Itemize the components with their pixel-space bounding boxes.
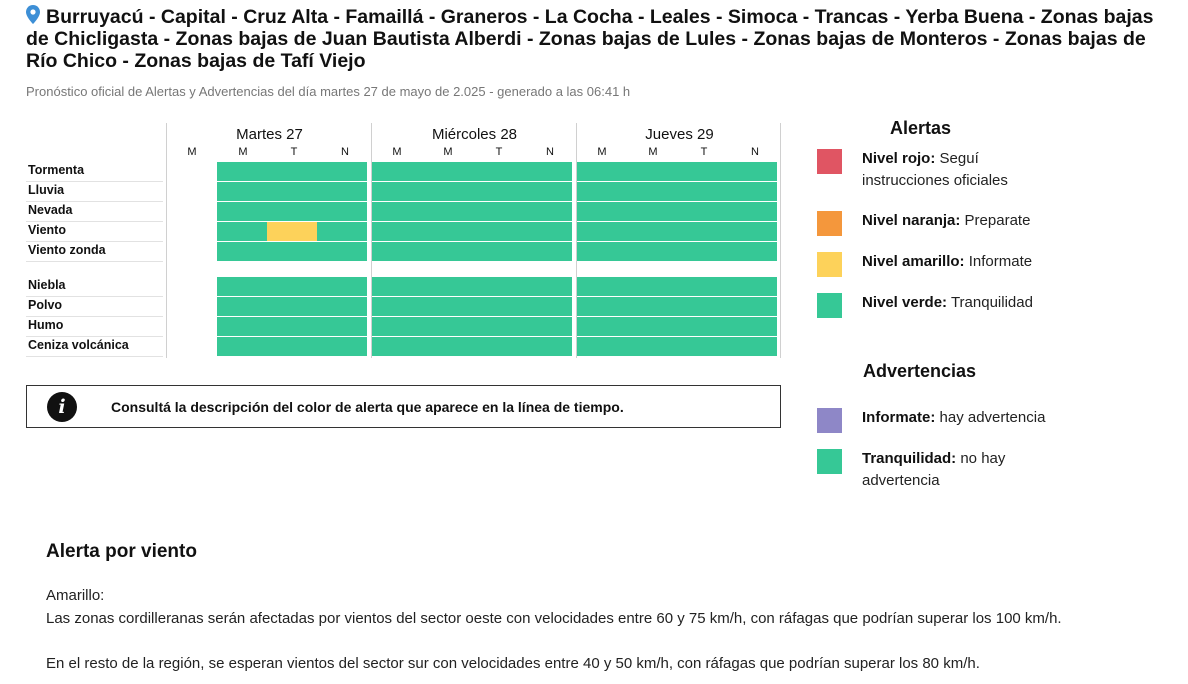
timeline-cell xyxy=(217,277,267,296)
timeline-cell xyxy=(317,337,367,356)
legend-swatch-red xyxy=(817,149,842,174)
row-label: Lluvia xyxy=(28,183,65,197)
legend-desc-red: Seguí instrucciones oficiales xyxy=(862,150,1008,189)
legend-desc-yellow: Informate xyxy=(968,253,1033,270)
alert-detail-paragraph-1: Las zonas cordilleranas serán afectadas por vientos del sector oeste con velocidades entre 60 y 75 km/h, con ráfagas que podrían superar los 100 km/h. xyxy=(46,610,1062,627)
timeline-cell xyxy=(577,202,627,221)
warnings-legend-heading: Advertencias xyxy=(863,361,977,381)
day-label: Martes 27 xyxy=(236,126,303,143)
timeline-cell xyxy=(217,182,267,201)
paragraph-spacer xyxy=(46,630,1156,652)
slot-label: T xyxy=(290,146,298,158)
timeline-cell xyxy=(472,202,522,221)
timeline-cell xyxy=(627,242,677,261)
timeline-cell xyxy=(422,162,472,181)
slot-label: T xyxy=(495,146,503,158)
legend-item-warning-info xyxy=(862,407,1082,429)
timeline-cell xyxy=(422,277,472,296)
timeline-cell xyxy=(727,317,777,336)
legend-desc-orange: Preparate xyxy=(964,212,1031,229)
row-separator-line xyxy=(26,296,163,297)
timeline-cell xyxy=(627,297,677,316)
timeline-cell xyxy=(727,222,777,241)
slot-label: T xyxy=(700,146,708,158)
info-icon: i xyxy=(47,392,77,422)
day-divider-line xyxy=(780,123,781,358)
timeline-cell xyxy=(317,222,367,241)
timeline-cell xyxy=(577,337,627,356)
timeline-cell xyxy=(422,182,472,201)
timeline-cell xyxy=(677,222,727,241)
legend-level-green: Nivel verde: xyxy=(862,294,948,311)
legend-item-warning-calm xyxy=(862,448,1052,492)
timeline-cell xyxy=(472,297,522,316)
slot-label: M xyxy=(392,146,402,158)
timeline-cell xyxy=(317,182,367,201)
legend-desc-warning-info: hay advertencia xyxy=(939,409,1046,426)
timeline-cell xyxy=(217,317,267,336)
timeline-cell xyxy=(372,297,422,316)
timeline-cell xyxy=(472,337,522,356)
row-separator-line xyxy=(26,316,163,317)
legend-swatch-green xyxy=(817,293,842,318)
legend-level-warning-info: Informate: xyxy=(862,409,936,426)
timeline-cell xyxy=(677,202,727,221)
row-label: Humo xyxy=(28,318,64,332)
timeline-cell xyxy=(727,337,777,356)
timeline-cell xyxy=(522,337,572,356)
timeline-cell xyxy=(317,242,367,261)
row-separator-line xyxy=(26,221,163,222)
timeline-cell xyxy=(422,317,472,336)
location-pin-icon xyxy=(26,5,40,24)
page-title-text: Burruyacú - Capital - Cruz Alta - Famaillá - Graneros - La Cocha - Leales - Simoca - Trancas - Yerba Buena - Zonas bajas de Chicligasta - Zonas bajas de Juan Bautista Alberdi - Zonas bajas de Lules - Zonas bajas de Monteros - Zonas bajas de Río Chico - Zonas bajas de Tafí Viejo xyxy=(26,6,1154,72)
legend-level-orange: Nivel naranja: xyxy=(862,212,961,229)
timeline-cell xyxy=(727,182,777,201)
timeline-cell xyxy=(217,222,267,241)
timeline-cell xyxy=(627,277,677,296)
timeline-cell xyxy=(422,202,472,221)
timeline-cell xyxy=(267,337,317,356)
legend-item-red xyxy=(862,148,1062,192)
timeline-cell xyxy=(577,182,627,201)
legend-item-orange xyxy=(862,210,1082,232)
timeline-cell xyxy=(627,317,677,336)
legend-swatch-yellow xyxy=(817,252,842,277)
timeline-cell xyxy=(372,162,422,181)
timeline-cell xyxy=(627,337,677,356)
timeline-cell xyxy=(217,162,267,181)
forecast-subtitle: Pronóstico oficial de Alertas y Advertencias del día martes 27 de mayo de 2.025 - generado a las 06:41 h xyxy=(26,84,631,99)
timeline-cell xyxy=(372,277,422,296)
timeline-cell xyxy=(317,202,367,221)
alert-detail xyxy=(46,541,1156,675)
timeline-cell xyxy=(422,222,472,241)
row-separator-line xyxy=(26,201,163,202)
timeline-cell xyxy=(677,242,727,261)
info-notice xyxy=(26,385,781,428)
legend-desc-warning-calm: no hay advertencia xyxy=(862,450,1006,489)
timeline-cell xyxy=(627,182,677,201)
timeline-cell xyxy=(217,242,267,261)
timeline-cell xyxy=(577,242,627,261)
timeline-cell xyxy=(372,202,422,221)
timeline-cell xyxy=(522,162,572,181)
row-label: Ceniza volcánica xyxy=(28,338,129,352)
timeline-cell xyxy=(422,242,472,261)
timeline-cell xyxy=(577,317,627,336)
timeline-cell xyxy=(727,162,777,181)
timeline-cell xyxy=(372,317,422,336)
info-notice-text: Consultá la descripción del color de alerta que aparece en la línea de tiempo. xyxy=(111,398,624,415)
legend-level-red: Nivel rojo: xyxy=(862,150,936,167)
row-label: Tormenta xyxy=(28,163,85,177)
alert-detail-level: Amarillo: xyxy=(46,587,105,604)
timeline-cell xyxy=(727,277,777,296)
slot-label: M xyxy=(187,146,197,158)
timeline-cell xyxy=(627,162,677,181)
timeline-cell xyxy=(522,317,572,336)
timeline-cell xyxy=(267,277,317,296)
timeline-cell xyxy=(217,202,267,221)
timeline-cell xyxy=(472,182,522,201)
timeline-cell xyxy=(372,222,422,241)
timeline-cell xyxy=(372,337,422,356)
slot-label: N xyxy=(341,146,349,158)
day-divider-line xyxy=(166,123,167,358)
timeline-cell xyxy=(577,297,627,316)
timeline-cell xyxy=(267,242,317,261)
timeline-cell xyxy=(422,297,472,316)
timeline-cell xyxy=(317,297,367,316)
timeline-cell xyxy=(727,202,777,221)
row-separator-line xyxy=(26,336,163,337)
timeline-cell xyxy=(522,242,572,261)
timeline-cell xyxy=(267,162,317,181)
alerts-legend-heading: Alertas xyxy=(890,118,952,138)
row-separator-line xyxy=(26,181,163,182)
alert-timeline-grid xyxy=(26,123,781,358)
legend-desc-green: Tranquilidad xyxy=(950,294,1033,311)
legend-level-yellow: Nivel amarillo: xyxy=(862,253,965,270)
timeline-cell xyxy=(267,317,317,336)
day-label: Miércoles 28 xyxy=(431,126,518,143)
day-label: Jueves 29 xyxy=(645,126,714,143)
row-separator-line xyxy=(26,241,163,242)
legend-swatch-orange xyxy=(817,211,842,236)
timeline-cell xyxy=(472,277,522,296)
timeline-cell xyxy=(372,182,422,201)
row-separator-line xyxy=(26,356,163,357)
row-separator-line xyxy=(26,261,163,262)
page-title xyxy=(26,5,1156,72)
legend-swatch-warning-green xyxy=(817,449,842,474)
row-label: Polvo xyxy=(28,298,63,312)
slot-label: M xyxy=(597,146,607,158)
row-label: Niebla xyxy=(28,278,66,292)
timeline-cell xyxy=(727,297,777,316)
timeline-cell xyxy=(677,337,727,356)
row-label: Viento xyxy=(28,223,66,237)
row-label: Viento zonda xyxy=(28,243,106,257)
timeline-cell xyxy=(472,222,522,241)
timeline-cell xyxy=(577,162,627,181)
timeline-cell xyxy=(522,277,572,296)
slot-label: M xyxy=(648,146,658,158)
timeline-cell xyxy=(522,297,572,316)
row-label: Nevada xyxy=(28,203,73,217)
timeline-cell xyxy=(317,317,367,336)
slot-label: N xyxy=(546,146,554,158)
timeline-cell xyxy=(267,202,317,221)
timeline-cell xyxy=(422,337,472,356)
timeline-cell xyxy=(627,222,677,241)
timeline-cell xyxy=(267,222,317,241)
timeline-cell xyxy=(577,277,627,296)
alert-detail-paragraph-2: En el resto de la región, se esperan vientos del sector sur con velocidades entre 40 y 50 km/h, con ráfagas que podrían superar los 80 km/h. xyxy=(46,655,980,672)
timeline-cell xyxy=(472,242,522,261)
timeline-cell xyxy=(317,162,367,181)
legend-level-warning-calm: Tranquilidad: xyxy=(862,450,957,467)
slot-label: N xyxy=(751,146,759,158)
slot-label: M xyxy=(443,146,453,158)
timeline-cell xyxy=(522,222,572,241)
timeline-cell xyxy=(267,297,317,316)
timeline-cell xyxy=(627,202,677,221)
timeline-cell xyxy=(472,317,522,336)
timeline-cell xyxy=(677,297,727,316)
timeline-cell xyxy=(267,182,317,201)
timeline-cell xyxy=(317,277,367,296)
timeline-cell xyxy=(472,162,522,181)
page-header xyxy=(26,5,1156,99)
timeline-cell xyxy=(372,242,422,261)
legend-item-green xyxy=(862,292,1082,314)
timeline-cell xyxy=(677,277,727,296)
alert-detail-title: Alerta por viento xyxy=(46,541,197,562)
timeline-cell xyxy=(522,202,572,221)
timeline-cell xyxy=(217,337,267,356)
legend-item-yellow xyxy=(862,251,1082,273)
timeline-cell xyxy=(727,242,777,261)
timeline-cell xyxy=(677,162,727,181)
timeline-cell xyxy=(522,182,572,201)
legend-swatch-purple xyxy=(817,408,842,433)
timeline-cell xyxy=(217,297,267,316)
timeline-cell xyxy=(677,317,727,336)
timeline-cell xyxy=(677,182,727,201)
slot-label: M xyxy=(238,146,248,158)
timeline-cell xyxy=(577,222,627,241)
